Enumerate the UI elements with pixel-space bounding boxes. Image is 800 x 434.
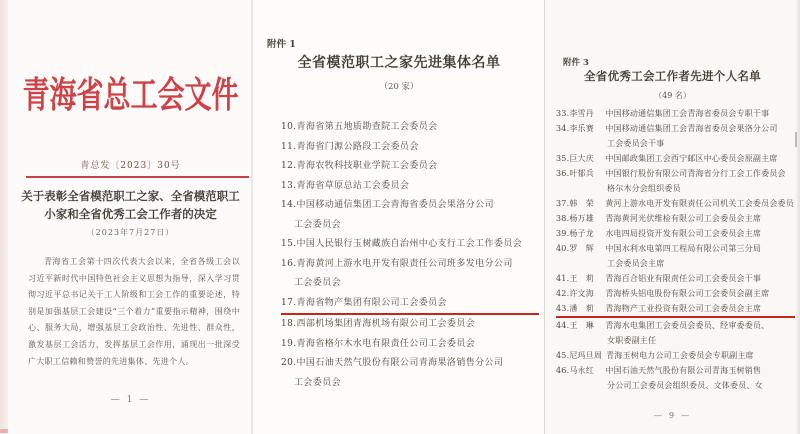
- item-org: 青海省格尔木水电有限责任公司工会委员会: [296, 338, 476, 349]
- item-position: 青海百合铝业有限责任公司工会委员会干事: [605, 274, 762, 283]
- attachment-label: 附件 3: [563, 58, 589, 68]
- document-number: 青总发〔2023〕30号: [80, 161, 181, 171]
- item-number: 41.: [556, 274, 570, 283]
- collective-award-list: [281, 118, 539, 393]
- body-paragraph: 青海省工会第十四次代表大会以来，全省各级工会以习近平新时代中国特色社会主义思想为指导，深入学习贯彻习近平总书记关于工人阶级和工会工作的重要论述，特别是加强基层工会建设“三个着力”重要指示精神，围绕中心、服务大局，增强基层工会政治性、先进性、群众性，激发基层工会活力，发挥基层工会作用，涌现出一批深受广大职工信赖和赞誉的先进集体、先进个人。: [28, 257, 240, 366]
- list-item-text: [556, 301, 795, 318]
- list-count: （20 家）: [379, 82, 419, 92]
- item-position: 中国移动通信集团工会青海省委员会专职干事: [605, 109, 770, 118]
- list-item: [556, 241, 795, 271]
- item-person-name: 杨子龙: [569, 229, 594, 238]
- item-number: 20.: [281, 358, 297, 368]
- list-item: [281, 196, 539, 235]
- list-item-continuation: 分公司工会委员会组织委员、文体委员、女: [607, 381, 763, 390]
- item-number: 13.: [281, 180, 297, 191]
- list-item: [281, 294, 539, 316]
- item-position: 中国石油天然气股份有限公司青海玉树销售: [605, 366, 762, 375]
- item-person-name: 李雪丹: [569, 109, 594, 118]
- item-position: 中国水利水电第四工程局有限公司第三分局: [605, 244, 762, 253]
- item-org: 中国人民银行玉树藏族自治州中心支行工会工作委员会: [296, 239, 523, 249]
- list-item-text: [556, 286, 795, 301]
- item-org: 青海省第五地质勘查院工会委员会: [296, 122, 438, 132]
- list-item-text: [556, 318, 795, 333]
- item-number: 34.: [556, 124, 570, 133]
- list-item-continuation: 工会委员会: [294, 278, 342, 288]
- list-item: [556, 286, 795, 301]
- item-person-name: 罗 辉: [569, 244, 594, 253]
- list-item-text: [556, 226, 795, 241]
- list-item-text: [556, 271, 795, 286]
- decision-title-line2: 小家和全省优秀工会工作者的决定: [44, 207, 217, 221]
- list-item: [556, 301, 795, 318]
- item-person-name: 杨万雄: [569, 214, 594, 223]
- list-item-text: [556, 166, 795, 181]
- list-item-text: [281, 354, 539, 374]
- list-item-text: [281, 196, 539, 216]
- list-item: [281, 235, 539, 255]
- list-item: [556, 166, 795, 196]
- item-number: 33.: [556, 109, 570, 118]
- list-item-text: [281, 177, 539, 197]
- page-number: — 1 —: [110, 395, 151, 405]
- list-item-text: [281, 138, 539, 158]
- item-person-name: 尼玛旦周: [569, 351, 603, 360]
- item-person-name: 许文海: [569, 289, 594, 298]
- list-item: [281, 315, 539, 335]
- list-item-continuation: 工会委员会: [294, 219, 342, 230]
- list-item: [556, 348, 795, 363]
- decision-date: （2023年7月27日）: [86, 228, 175, 237]
- item-org: 中国移动通信集团工会青海省委员会果洛分公司: [296, 200, 494, 210]
- item-number: 44.: [556, 321, 570, 330]
- list-item: [556, 106, 795, 121]
- list-item: [281, 354, 539, 393]
- item-position: 黄河上游水电开发有限责任公司机关工会委员会委员: [605, 199, 794, 208]
- list-item-continuation: 格尔木分会组织委员: [607, 184, 681, 193]
- photo-right-edge: [795, 0, 800, 434]
- item-number: 36.: [556, 169, 570, 178]
- list-item-text: [556, 241, 795, 256]
- item-person-name: 王 琳: [569, 321, 594, 330]
- decision-title-line1: 关于表彰全省模范职工之家、全省模范职工: [21, 189, 240, 203]
- list-item-text: [281, 255, 539, 275]
- item-position: 青海桥头铝电股份有限公司工会委员会副主席: [605, 289, 770, 298]
- item-org: 青海农牧科技职业学院工会委员会: [296, 161, 438, 171]
- list-item-text: [556, 151, 795, 166]
- item-position: 青海玉树电力公司工会委员会专职副主席: [606, 351, 754, 360]
- item-position: 青海黄河光伏维检有限公司工会委员会主席: [605, 214, 762, 223]
- list-item-text: [556, 106, 795, 121]
- item-org: 西部机场集团青海机场有限公司工会委员会: [296, 319, 476, 329]
- document-page-attachment3: [545, 0, 800, 434]
- item-position: 中国邮政集团工会西宁邮区中心委员会原副主席: [605, 154, 778, 163]
- list-item: [556, 211, 795, 226]
- item-number: 15.: [281, 239, 297, 249]
- list-item-continuation: 女职委副主任: [607, 336, 657, 345]
- document-page-attachment1: [253, 0, 545, 434]
- item-org: 青海省草原总站工会委员会: [296, 180, 410, 191]
- list-item-continuation: 工会委员会主席: [607, 259, 665, 268]
- list-item: [556, 121, 795, 151]
- item-person-name: 王 莉: [569, 274, 594, 283]
- list-item: [556, 151, 795, 166]
- list-item: [556, 196, 795, 211]
- list-item-text: [556, 348, 795, 363]
- list-item: [281, 255, 539, 294]
- list-item-text: [281, 315, 539, 335]
- list-title: 全省模范职工之家先进集体名单: [297, 55, 501, 71]
- list-item-text: [556, 363, 795, 378]
- list-item-text: [281, 157, 539, 177]
- item-number: 12.: [281, 161, 297, 171]
- page-number: — 9 —: [653, 411, 692, 421]
- document-page-cover: [8, 0, 253, 434]
- list-item-text: [556, 211, 795, 226]
- item-number: 10.: [281, 122, 297, 132]
- item-number: 18.: [281, 319, 297, 329]
- list-item: [556, 271, 795, 286]
- list-item-continuation: 工会委员会: [294, 377, 342, 388]
- item-number: 11.: [281, 141, 297, 152]
- list-item-text: [281, 335, 539, 355]
- item-number: 37.: [556, 199, 570, 208]
- item-position: 中国移动通信集团工会青海省委员会果洛分公司: [605, 124, 778, 133]
- item-position: 水电四局投资开发有限公司工会委员会主席: [605, 229, 762, 238]
- list-item: [556, 363, 795, 393]
- list-item: [556, 318, 795, 348]
- item-org: 中国石油天然气股份有限公司青海果洛销售分公司: [296, 358, 504, 368]
- item-number: 40.: [556, 244, 570, 253]
- item-person-name: 巨大庆: [569, 154, 594, 163]
- list-item-text: [281, 294, 539, 316]
- list-item: [281, 335, 539, 355]
- item-number: 39.: [556, 229, 570, 238]
- list-title: 全省优秀工会工作者先进个人名单: [584, 69, 761, 83]
- item-org: 青海省物产集团有限公司工会委员会: [296, 297, 447, 308]
- list-item: [556, 226, 795, 241]
- letterhead-red-rule: [26, 176, 249, 178]
- letterhead-title: 青海省总工会文件: [22, 75, 239, 117]
- item-number: 38.: [556, 214, 570, 223]
- list-item-text: [281, 235, 539, 255]
- item-org: 青海黄河上游水电开发有限责任公司班多发电分公司: [296, 258, 513, 269]
- list-item-text: [556, 121, 795, 136]
- list-item: [281, 138, 539, 158]
- item-number: 42.: [556, 289, 570, 298]
- individual-award-list: [556, 106, 795, 393]
- list-item: [281, 157, 539, 177]
- item-number: 45.: [556, 351, 570, 360]
- item-number: 14.: [281, 200, 297, 210]
- item-position: 青海物产工业投资有限公司工会委员会主席: [605, 304, 762, 313]
- item-number: 19.: [281, 338, 297, 349]
- item-person-name: 马永红: [569, 366, 594, 375]
- list-item-continuation: 工会委员会干事: [607, 139, 665, 148]
- item-number: 16.: [281, 258, 297, 269]
- scan-dark-dash: [795, 132, 797, 147]
- list-item-text: [556, 196, 795, 211]
- attachment-label: 附件 1: [267, 39, 296, 50]
- item-number: 35.: [556, 154, 570, 163]
- item-person-name: 潘 莉: [569, 304, 594, 313]
- item-position: 青海水电集团工会委员会委员、经审委委员、: [605, 321, 770, 330]
- item-position: 中国银行股份有限公司青海省分行工会工作委员会: [605, 169, 786, 178]
- item-number: 17.: [281, 297, 297, 308]
- item-number: 46.: [556, 366, 570, 375]
- list-item-text: [281, 118, 539, 138]
- item-person-name: 李乐赛: [569, 124, 594, 133]
- list-item: [281, 177, 539, 197]
- decision-title: [8, 187, 253, 223]
- list-count: （49 名）: [654, 91, 691, 100]
- item-number: 43.: [556, 304, 570, 313]
- item-person-name: 韩 荣: [569, 199, 594, 208]
- photo-left-edge: [0, 0, 8, 434]
- item-person-name: 叶郁兵: [569, 169, 594, 178]
- item-org: 青海省门源公路段工会委员会: [296, 141, 419, 152]
- list-item: [281, 118, 539, 138]
